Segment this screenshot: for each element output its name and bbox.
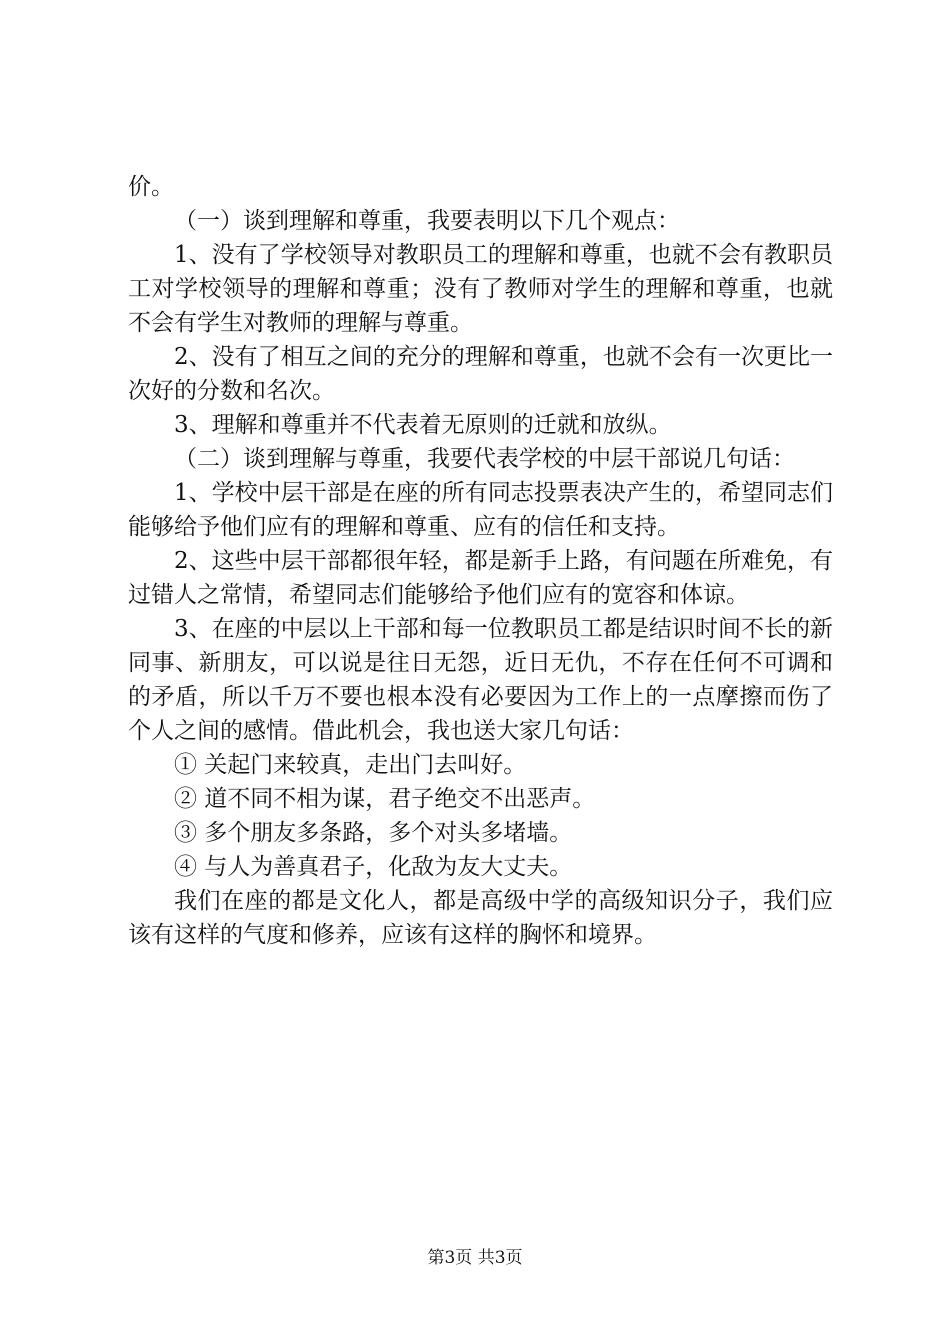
paragraph: 1、学校中层干部是在座的所有同志投票表决产生的，希望同志们能够给予他们应有的理解和尊重、应有的信任和支持。 — [128, 480, 833, 540]
paragraph: 我们在座的都是文化人，都是高级中学的高级知识分子，我们应该有这样的气度和修养，应该有这样的胸怀和境界。 — [128, 888, 833, 948]
paragraph: 3、在座的中层以上干部和每一位教职员工都是结识时间不长的新同事、新朋友，可以说是往日无怨，近日无仇，不存在任何不可调和的矛盾，所以千万不要也根本没有必要因为工作上的一点摩擦而伤了个人之间的感情。借此机会，我也送大家几句话： — [128, 616, 833, 744]
section-heading: （二）谈到理解与尊重，我要代表学校的中层干部说几句话： — [174, 446, 795, 472]
page-footer: 第3页 共3页 — [427, 1248, 523, 1268]
list-item: ① 关起门来较真，走出门去叫好。 — [174, 752, 527, 778]
paragraph: 价。 — [128, 174, 174, 200]
list-item: ④ 与人为善真君子，化敌为友大丈夫。 — [174, 854, 573, 880]
list-item: ② 道不同不相为谋，君子绝交不出恶声。 — [174, 786, 596, 812]
document-body — [128, 170, 833, 952]
paragraph: 1、没有了学校领导对教职员工的理解和尊重，也就不会有教职员工对学校领导的理解和尊重；没有了教师对学生的理解和尊重，也就不会有学生对教师的理解与尊重。 — [128, 242, 833, 336]
paragraph: 2、这些中层干部都很年轻，都是新手上路，有问题在所难免，有过错人之常情，希望同志们能够给予他们应有的宽容和体谅。 — [128, 548, 833, 608]
paragraph: 3、理解和尊重并不代表着无原则的迁就和放纵。 — [174, 412, 672, 438]
section-heading: （一）谈到理解和尊重，我要表明以下几个观点： — [174, 208, 680, 234]
paragraph: 2、没有了相互之间的充分的理解和尊重，也就不会有一次更比一次好的分数和名次。 — [128, 344, 833, 404]
list-item: ③ 多个朋友多条路，多个对头多堵墙。 — [174, 820, 573, 846]
